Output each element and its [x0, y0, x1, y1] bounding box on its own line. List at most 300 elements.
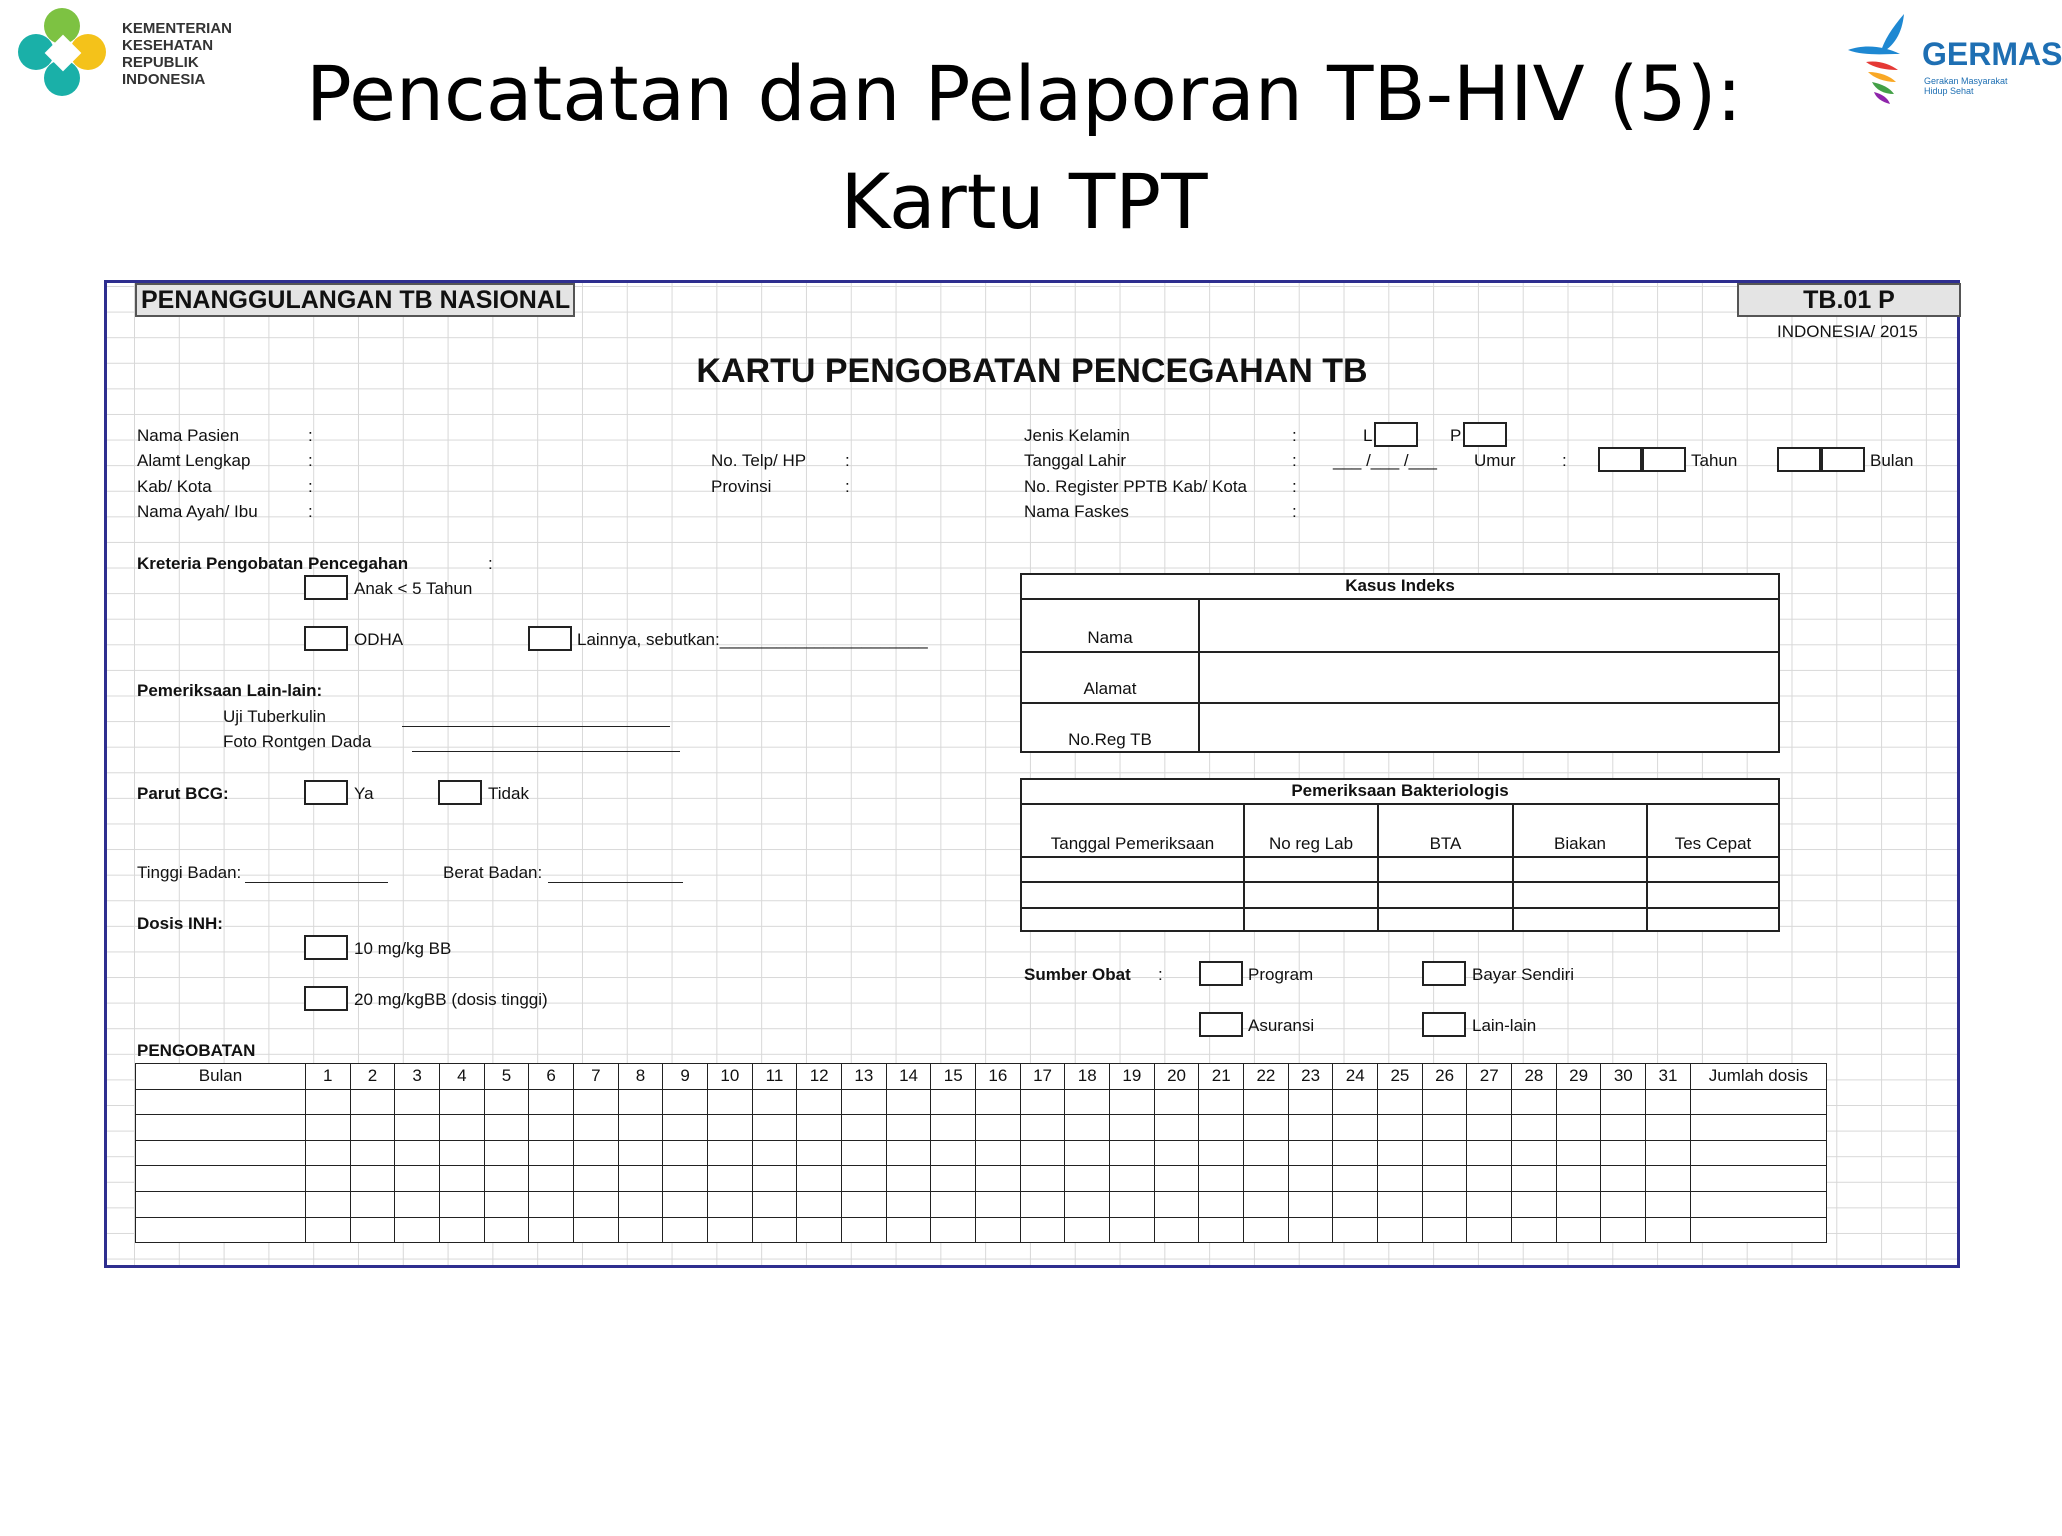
- treatment-day-cell[interactable]: [1556, 1140, 1601, 1166]
- treatment-day-cell[interactable]: [529, 1166, 574, 1192]
- germas-tagline: Gerakan Masyarakat Hidup Sehat: [1924, 76, 2008, 96]
- treatment-day-cell[interactable]: [1601, 1140, 1646, 1166]
- treatment-day-cell[interactable]: [573, 1191, 618, 1217]
- treatment-day-cell[interactable]: [618, 1140, 663, 1166]
- treatment-day-cell[interactable]: [842, 1089, 887, 1115]
- index-case-divider: [1198, 600, 1200, 751]
- treatment-day-cell[interactable]: [1154, 1166, 1199, 1192]
- treatment-day-cell[interactable]: [305, 1140, 350, 1166]
- treatment-total-cell[interactable]: [1690, 1191, 1826, 1217]
- treatment-day-cell[interactable]: [752, 1140, 797, 1166]
- tuberculin-result-field[interactable]: [402, 709, 670, 727]
- treatment-day-cell[interactable]: [395, 1166, 440, 1192]
- treatment-day-cell[interactable]: [395, 1191, 440, 1217]
- treatment-day-cell[interactable]: [350, 1191, 395, 1217]
- treatment-day-cell[interactable]: [529, 1217, 574, 1243]
- treatment-day-cell[interactable]: [1288, 1166, 1333, 1192]
- treatment-month-cell[interactable]: [136, 1140, 306, 1166]
- inh-dose-10-checkbox[interactable]: [304, 935, 348, 960]
- treatment-day-cell[interactable]: [976, 1191, 1021, 1217]
- treatment-day-cell[interactable]: [1378, 1166, 1423, 1192]
- treatment-total-cell[interactable]: [1690, 1140, 1826, 1166]
- treatment-day-cell[interactable]: [1646, 1115, 1691, 1141]
- sex-female-checkbox[interactable]: [1463, 422, 1507, 447]
- bacteriology-col-lab-reg: No reg Lab: [1268, 834, 1354, 853]
- treatment-day-cell[interactable]: [439, 1166, 484, 1192]
- age-years-box-1[interactable]: [1598, 447, 1642, 472]
- treatment-day-cell[interactable]: [752, 1217, 797, 1243]
- criteria-other-label[interactable]: Lainnya, sebutkan:______________________: [577, 630, 928, 649]
- drug-source-other-checkbox[interactable]: [1422, 1012, 1466, 1037]
- treatment-day-cell[interactable]: [1244, 1089, 1289, 1115]
- treatment-day-cell[interactable]: [1110, 1140, 1155, 1166]
- treatment-day-cell[interactable]: [708, 1089, 753, 1115]
- treatment-day-cell[interactable]: [305, 1217, 350, 1243]
- treatment-day-cell[interactable]: [663, 1089, 708, 1115]
- treatment-day-header: 20: [1154, 1064, 1199, 1090]
- ministry-name: KEMENTERIAN KESEHATAN REPUBLIK INDONESIA: [122, 20, 233, 88]
- treatment-month-cell[interactable]: [136, 1115, 306, 1141]
- treatment-day-cell[interactable]: [1110, 1115, 1155, 1141]
- treatment-day-cell[interactable]: [708, 1115, 753, 1141]
- dob-blank[interactable]: ___ /___ /___: [1333, 451, 1437, 470]
- treatment-day-cell[interactable]: [752, 1115, 797, 1141]
- treatment-row: [136, 1089, 1827, 1115]
- bacteriology-col-bta: BTA: [1429, 834, 1462, 853]
- colon: :: [488, 554, 493, 573]
- treatment-day-cell[interactable]: [1199, 1140, 1244, 1166]
- treatment-day-cell[interactable]: [1422, 1191, 1467, 1217]
- treatment-day-cell[interactable]: [842, 1115, 887, 1141]
- treatment-day-cell[interactable]: [1154, 1191, 1199, 1217]
- treatment-day-cell[interactable]: [573, 1166, 618, 1192]
- index-case-name-field[interactable]: [1202, 603, 1774, 649]
- bcg-yes-checkbox[interactable]: [304, 780, 348, 805]
- chest-xray-result-field[interactable]: [412, 734, 680, 752]
- treatment-day-cell[interactable]: [931, 1140, 976, 1166]
- treatment-day-header: 17: [1020, 1064, 1065, 1090]
- treatment-day-cell[interactable]: [1467, 1217, 1512, 1243]
- treatment-day-cell[interactable]: [350, 1089, 395, 1115]
- treatment-day-cell[interactable]: [1065, 1191, 1110, 1217]
- inh-dose-20-label: 20 mg/kgBB (dosis tinggi): [354, 990, 548, 1009]
- treatment-day-cell[interactable]: [1646, 1140, 1691, 1166]
- treatment-day-cell[interactable]: [842, 1217, 887, 1243]
- sex-female-label: P: [1450, 426, 1462, 445]
- treatment-day-cell[interactable]: [1422, 1140, 1467, 1166]
- index-case-name-label: Nama: [1087, 628, 1133, 647]
- drug-source-self-pay-label: Bayar Sendiri: [1472, 965, 1575, 984]
- index-case-reg-field[interactable]: [1202, 705, 1774, 751]
- treatment-day-cell[interactable]: [484, 1191, 529, 1217]
- index-case-table: [1020, 573, 1780, 753]
- germas-wordmark: GERMAS: [1922, 36, 2062, 72]
- treatment-day-cell[interactable]: [931, 1191, 976, 1217]
- treatment-day-cell[interactable]: [1199, 1191, 1244, 1217]
- treatment-day-cell[interactable]: [663, 1217, 708, 1243]
- treatment-total-cell[interactable]: [1690, 1217, 1826, 1243]
- treatment-day-header: 25: [1378, 1064, 1423, 1090]
- treatment-day-cell[interactable]: [797, 1089, 842, 1115]
- treatment-day-cell[interactable]: [886, 1217, 931, 1243]
- treatment-total-cell[interactable]: [1690, 1089, 1826, 1115]
- treatment-day-cell[interactable]: [663, 1140, 708, 1166]
- address-label: Alamt Lengkap: [137, 451, 251, 470]
- treatment-day-cell[interactable]: [1333, 1217, 1378, 1243]
- bacteriology-col-date: Tanggal Pemeriksaan: [1050, 834, 1215, 853]
- bacteriology-table: [1020, 778, 1780, 932]
- treatment-day-cell[interactable]: [1601, 1089, 1646, 1115]
- treatment-day-cell[interactable]: [1467, 1191, 1512, 1217]
- treatment-day-cell[interactable]: [484, 1140, 529, 1166]
- treatment-day-cell[interactable]: [1244, 1217, 1289, 1243]
- treatment-day-cell[interactable]: [1333, 1191, 1378, 1217]
- colon: :: [1292, 502, 1297, 521]
- treatment-day-cell[interactable]: [618, 1191, 663, 1217]
- age-years-box-2[interactable]: [1642, 447, 1686, 472]
- treatment-day-cell[interactable]: [1556, 1191, 1601, 1217]
- treatment-day-cell[interactable]: [1065, 1089, 1110, 1115]
- treatment-day-cell[interactable]: [573, 1115, 618, 1141]
- index-case-row-line: [1022, 702, 1778, 704]
- bcg-scar-label: Parut BCG:: [137, 784, 229, 803]
- treatment-day-cell[interactable]: [305, 1166, 350, 1192]
- treatment-day-cell[interactable]: [1020, 1115, 1065, 1141]
- colon: :: [1292, 477, 1297, 496]
- treatment-day-cell[interactable]: [1512, 1140, 1557, 1166]
- treatment-day-cell[interactable]: [1556, 1089, 1601, 1115]
- treatment-day-cell[interactable]: [395, 1140, 440, 1166]
- treatment-day-cell[interactable]: [1512, 1191, 1557, 1217]
- bacteriology-col-line: [1243, 805, 1245, 930]
- form-title: KARTU PENGOBATAN PENCEGAHAN TB: [696, 352, 1368, 390]
- criteria-plhiv-checkbox[interactable]: [304, 626, 348, 651]
- treatment-day-cell[interactable]: [618, 1166, 663, 1192]
- treatment-day-cell[interactable]: [573, 1140, 618, 1166]
- treatment-day-cell[interactable]: [1333, 1166, 1378, 1192]
- treatment-day-cell[interactable]: [1244, 1166, 1289, 1192]
- treatment-day-cell[interactable]: [1467, 1140, 1512, 1166]
- criteria-child-checkbox[interactable]: [304, 575, 348, 600]
- index-case-address-field[interactable]: [1202, 654, 1774, 700]
- treatment-day-cell[interactable]: [1154, 1115, 1199, 1141]
- treatment-row: [136, 1217, 1827, 1243]
- treatment-day-cell[interactable]: [1646, 1217, 1691, 1243]
- treatment-day-cell[interactable]: [1288, 1217, 1333, 1243]
- treatment-day-header: 2: [350, 1064, 395, 1090]
- age-months-box-1[interactable]: [1777, 447, 1821, 472]
- treatment-day-cell[interactable]: [1020, 1140, 1065, 1166]
- years-label: Tahun: [1691, 451, 1738, 470]
- treatment-day-cell[interactable]: [1646, 1191, 1691, 1217]
- weight-field[interactable]: [548, 865, 683, 883]
- treatment-day-cell[interactable]: [1646, 1089, 1691, 1115]
- treatment-day-cell[interactable]: [842, 1166, 887, 1192]
- treatment-month-cell[interactable]: [136, 1089, 306, 1115]
- treatment-day-cell[interactable]: [1601, 1191, 1646, 1217]
- treatment-day-cell[interactable]: [797, 1191, 842, 1217]
- treatment-day-cell[interactable]: [1422, 1217, 1467, 1243]
- drug-source-label: Sumber Obat: [1024, 965, 1131, 984]
- treatment-day-cell[interactable]: [1422, 1089, 1467, 1115]
- drug-source-insurance-checkbox[interactable]: [1199, 1012, 1243, 1037]
- treatment-day-cell[interactable]: [752, 1166, 797, 1192]
- treatment-day-cell[interactable]: [1378, 1115, 1423, 1141]
- treatment-day-cell[interactable]: [1288, 1191, 1333, 1217]
- colon: :: [308, 426, 313, 445]
- treatment-day-cell[interactable]: [529, 1089, 574, 1115]
- treatment-day-cell[interactable]: [1020, 1191, 1065, 1217]
- treatment-day-cell[interactable]: [1244, 1140, 1289, 1166]
- treatment-day-cell[interactable]: [1378, 1140, 1423, 1166]
- slide-title: [0, 40, 2048, 256]
- treatment-day-cell[interactable]: [529, 1191, 574, 1217]
- treatment-total-header: Jumlah dosis: [1690, 1064, 1826, 1090]
- treatment-day-cell[interactable]: [439, 1089, 484, 1115]
- treatment-day-cell[interactable]: [1467, 1115, 1512, 1141]
- treatment-day-cell[interactable]: [1020, 1166, 1065, 1192]
- treatment-day-cell[interactable]: [395, 1089, 440, 1115]
- treatment-row: [136, 1166, 1827, 1192]
- treatment-day-cell[interactable]: [350, 1140, 395, 1166]
- treatment-day-cell[interactable]: [708, 1140, 753, 1166]
- treatment-row: [136, 1140, 1827, 1166]
- treatment-day-cell[interactable]: [842, 1191, 887, 1217]
- treatment-day-cell[interactable]: [976, 1166, 1021, 1192]
- treatment-day-cell[interactable]: [573, 1217, 618, 1243]
- slide-title-line-1: Pencatatan dan Pelaporan TB-HIV (5):: [305, 49, 1743, 138]
- treatment-month-cell[interactable]: [136, 1166, 306, 1192]
- treatment-day-cell[interactable]: [752, 1191, 797, 1217]
- treatment-day-cell[interactable]: [976, 1217, 1021, 1243]
- treatment-day-header: 26: [1422, 1064, 1467, 1090]
- treatment-day-cell[interactable]: [1646, 1166, 1691, 1192]
- form-edition: INDONESIA/ 2015: [1777, 322, 1918, 341]
- treatment-day-header: 18: [1065, 1064, 1110, 1090]
- treatment-day-header: 8: [618, 1064, 663, 1090]
- treatment-day-cell[interactable]: [1199, 1217, 1244, 1243]
- treatment-day-cell[interactable]: [1378, 1089, 1423, 1115]
- treatment-day-cell[interactable]: [484, 1166, 529, 1192]
- weight-label: Berat Badan:: [443, 863, 543, 882]
- treatment-day-cell[interactable]: [842, 1140, 887, 1166]
- treatment-month-cell[interactable]: [136, 1217, 306, 1243]
- other-exams-label: Pemeriksaan Lain-lain:: [137, 681, 323, 700]
- treatment-month-cell[interactable]: [136, 1191, 306, 1217]
- treatment-day-cell[interactable]: [305, 1191, 350, 1217]
- treatment-day-cell[interactable]: [1601, 1217, 1646, 1243]
- treatment-day-cell[interactable]: [886, 1115, 931, 1141]
- colon: :: [1562, 451, 1567, 470]
- treatment-day-cell[interactable]: [573, 1089, 618, 1115]
- parent-name-label: Nama Ayah/ Ibu: [137, 502, 258, 521]
- treatment-day-cell[interactable]: [395, 1217, 440, 1243]
- bacteriology-col-line: [1646, 805, 1648, 930]
- treatment-day-cell[interactable]: [1199, 1115, 1244, 1141]
- treatment-day-cell[interactable]: [1065, 1115, 1110, 1141]
- treatment-month-header: Bulan: [136, 1064, 306, 1090]
- treatment-day-cell[interactable]: [1556, 1217, 1601, 1243]
- treatment-day-cell[interactable]: [484, 1217, 529, 1243]
- treatment-day-header: 10: [708, 1064, 753, 1090]
- treatment-day-cell[interactable]: [439, 1191, 484, 1217]
- treatment-day-cell[interactable]: [1512, 1166, 1557, 1192]
- register-number-label: No. Register PPTB Kab/ Kota: [1024, 477, 1247, 496]
- treatment-day-cell[interactable]: [663, 1191, 708, 1217]
- treatment-day-header: 12: [797, 1064, 842, 1090]
- treatment-day-header: 29: [1556, 1064, 1601, 1090]
- treatment-day-cell[interactable]: [1333, 1115, 1378, 1141]
- sex-male-checkbox[interactable]: [1374, 422, 1418, 447]
- treatment-day-header: 30: [1601, 1064, 1646, 1090]
- treatment-day-cell[interactable]: [350, 1217, 395, 1243]
- treatment-day-cell[interactable]: [797, 1115, 842, 1141]
- treatment-day-cell[interactable]: [931, 1115, 976, 1141]
- treatment-day-cell[interactable]: [1110, 1191, 1155, 1217]
- treatment-day-cell[interactable]: [529, 1140, 574, 1166]
- age-label: Umur: [1474, 451, 1516, 470]
- criteria-label: Kreteria Pengobatan Pencegahan: [137, 554, 409, 573]
- district-label: Kab/ Kota: [137, 477, 212, 496]
- treatment-day-header: 22: [1244, 1064, 1289, 1090]
- treatment-day-cell[interactable]: [1333, 1140, 1378, 1166]
- treatment-day-cell[interactable]: [1467, 1089, 1512, 1115]
- treatment-day-cell[interactable]: [1110, 1217, 1155, 1243]
- phone-label: No. Telp/ HP: [711, 451, 807, 470]
- treatment-day-cell[interactable]: [618, 1089, 663, 1115]
- treatment-day-cell[interactable]: [708, 1166, 753, 1192]
- bcg-no-checkbox[interactable]: [438, 780, 482, 805]
- treatment-row: [136, 1115, 1827, 1141]
- treatment-day-cell[interactable]: [1288, 1089, 1333, 1115]
- height-field[interactable]: [245, 865, 388, 883]
- treatment-day-cell[interactable]: [1378, 1217, 1423, 1243]
- treatment-day-cell[interactable]: [1199, 1089, 1244, 1115]
- patient-name-label: Nama Pasien: [137, 426, 240, 445]
- treatment-day-cell[interactable]: [1020, 1217, 1065, 1243]
- treatment-day-cell[interactable]: [1288, 1115, 1333, 1141]
- treatment-day-cell[interactable]: [1199, 1166, 1244, 1192]
- treatment-total-cell[interactable]: [1690, 1115, 1826, 1141]
- treatment-day-cell[interactable]: [663, 1115, 708, 1141]
- index-case-row-line: [1022, 651, 1778, 653]
- treatment-day-cell[interactable]: [886, 1191, 931, 1217]
- treatment-day-cell[interactable]: [886, 1140, 931, 1166]
- treatment-day-cell[interactable]: [1467, 1166, 1512, 1192]
- treatment-day-cell[interactable]: [1020, 1089, 1065, 1115]
- bacteriology-row-line: [1022, 907, 1778, 909]
- treatment-day-cell[interactable]: [1110, 1166, 1155, 1192]
- treatment-day-cell[interactable]: [1378, 1191, 1423, 1217]
- treatment-day-cell[interactable]: [1065, 1166, 1110, 1192]
- province-label: Provinsi: [711, 477, 772, 496]
- treatment-day-header: 14: [886, 1064, 931, 1090]
- treatment-day-cell[interactable]: [886, 1166, 931, 1192]
- treatment-day-cell[interactable]: [1065, 1217, 1110, 1243]
- treatment-day-cell[interactable]: [797, 1217, 842, 1243]
- treatment-day-cell[interactable]: [439, 1217, 484, 1243]
- treatment-day-cell[interactable]: [931, 1089, 976, 1115]
- treatment-day-cell[interactable]: [1556, 1166, 1601, 1192]
- treatment-day-cell[interactable]: [439, 1140, 484, 1166]
- treatment-day-header: 5: [484, 1064, 529, 1090]
- criteria-plhiv-label: ODHA: [354, 630, 404, 649]
- treatment-day-cell[interactable]: [663, 1166, 708, 1192]
- treatment-day-cell[interactable]: [618, 1115, 663, 1141]
- bacteriology-row-line: [1022, 881, 1778, 883]
- treatment-day-header: 6: [529, 1064, 574, 1090]
- treatment-day-cell[interactable]: [1422, 1166, 1467, 1192]
- treatment-day-cell[interactable]: [1154, 1089, 1199, 1115]
- treatment-day-cell[interactable]: [439, 1115, 484, 1141]
- treatment-day-cell[interactable]: [1288, 1140, 1333, 1166]
- treatment-day-cell[interactable]: [708, 1217, 753, 1243]
- form-code: TB.01 P: [1737, 283, 1961, 317]
- treatment-row: [136, 1191, 1827, 1217]
- drug-source-self-pay-checkbox[interactable]: [1422, 961, 1466, 986]
- treatment-day-cell[interactable]: [395, 1115, 440, 1141]
- treatment-day-cell[interactable]: [1512, 1217, 1557, 1243]
- drug-source-program-checkbox[interactable]: [1199, 961, 1243, 986]
- treatment-day-cell[interactable]: [1422, 1115, 1467, 1141]
- treatment-day-cell[interactable]: [976, 1115, 1021, 1141]
- treatment-total-cell[interactable]: [1690, 1166, 1826, 1192]
- treatment-day-cell[interactable]: [305, 1089, 350, 1115]
- treatment-day-cell[interactable]: [931, 1166, 976, 1192]
- treatment-day-cell[interactable]: [797, 1166, 842, 1192]
- treatment-day-cell[interactable]: [1601, 1115, 1646, 1141]
- treatment-day-cell[interactable]: [931, 1217, 976, 1243]
- treatment-day-cell[interactable]: [484, 1115, 529, 1141]
- treatment-day-cell[interactable]: [1244, 1191, 1289, 1217]
- index-case-header: Kasus Indeks: [1022, 575, 1778, 600]
- chest-xray-label: Foto Rontgen Dada: [223, 732, 372, 751]
- treatment-day-cell[interactable]: [976, 1089, 1021, 1115]
- treatment-day-cell[interactable]: [1154, 1140, 1199, 1166]
- treatment-day-cell[interactable]: [886, 1089, 931, 1115]
- inh-dose-10-label: 10 mg/kg BB: [354, 939, 452, 958]
- bcg-yes-label: Ya: [354, 784, 374, 803]
- criteria-other-checkbox[interactable]: [528, 626, 572, 651]
- treatment-day-cell[interactable]: [1065, 1140, 1110, 1166]
- treatment-day-header: 16: [976, 1064, 1021, 1090]
- treatment-day-cell[interactable]: [1333, 1089, 1378, 1115]
- treatment-day-header: 21: [1199, 1064, 1244, 1090]
- age-months-box-2[interactable]: [1821, 447, 1865, 472]
- treatment-day-cell[interactable]: [1512, 1115, 1557, 1141]
- treatment-day-cell[interactable]: [1556, 1115, 1601, 1141]
- treatment-day-cell[interactable]: [618, 1217, 663, 1243]
- treatment-day-cell[interactable]: [1154, 1217, 1199, 1243]
- treatment-day-cell[interactable]: [305, 1115, 350, 1141]
- treatment-day-cell[interactable]: [1110, 1089, 1155, 1115]
- inh-dose-20-checkbox[interactable]: [304, 986, 348, 1011]
- sex-male-label: L: [1363, 426, 1373, 445]
- colon: :: [845, 477, 850, 496]
- treatment-day-cell[interactable]: [350, 1166, 395, 1192]
- treatment-day-cell[interactable]: [976, 1140, 1021, 1166]
- treatment-day-cell[interactable]: [484, 1089, 529, 1115]
- treatment-day-cell[interactable]: [708, 1191, 753, 1217]
- treatment-day-cell[interactable]: [529, 1115, 574, 1141]
- treatment-day-cell[interactable]: [797, 1140, 842, 1166]
- treatment-day-cell[interactable]: [1244, 1115, 1289, 1141]
- treatment-day-cell[interactable]: [350, 1115, 395, 1141]
- treatment-day-header: 28: [1512, 1064, 1557, 1090]
- treatment-day-cell[interactable]: [752, 1089, 797, 1115]
- treatment-day-cell[interactable]: [1512, 1089, 1557, 1115]
- treatment-day-cell[interactable]: [1601, 1166, 1646, 1192]
